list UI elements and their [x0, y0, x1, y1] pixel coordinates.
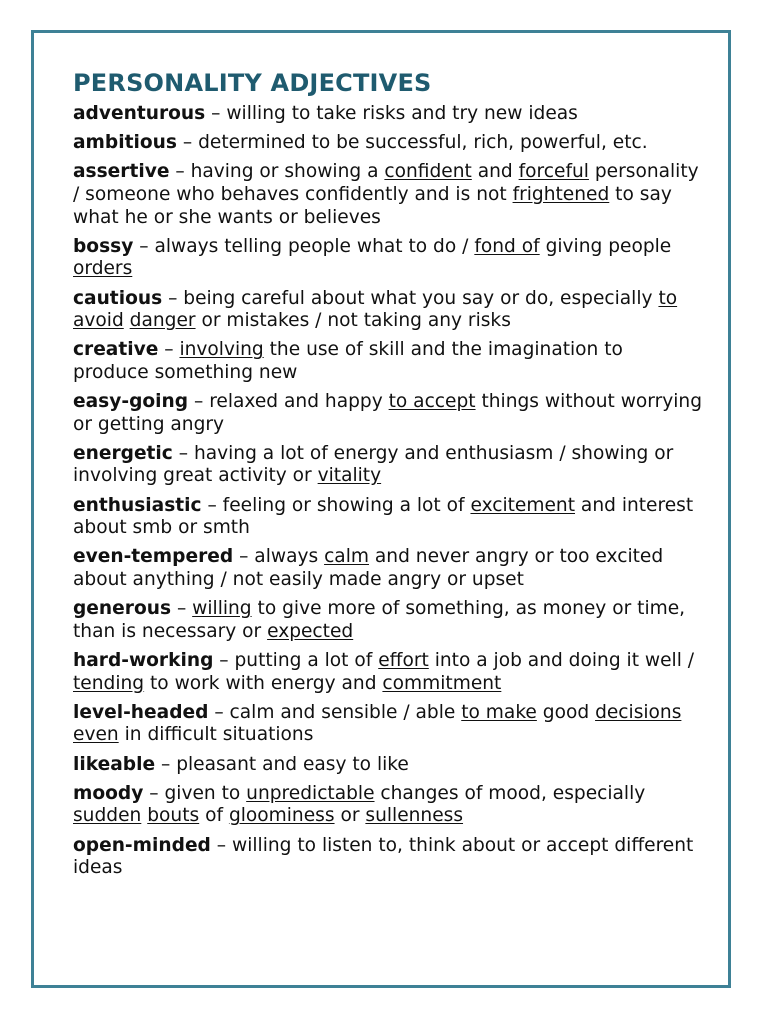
underlined-keyword: expected [267, 620, 354, 642]
adjective-entry [73, 103, 703, 126]
adjective-term: enthusiastic [73, 494, 202, 516]
adjective-term: likeable [73, 753, 156, 775]
adjective-term: bossy [73, 235, 134, 257]
adjective-entry [73, 598, 703, 643]
adjective-term: level-headed [73, 701, 209, 723]
definition-text: personality / someone who behaves confidently and is not [73, 161, 699, 205]
adjective-entry [73, 339, 703, 384]
underlined-keyword: gloominess [228, 805, 335, 827]
definition-text: into a job and doing it well / [428, 650, 695, 671]
adjective-list [73, 103, 703, 880]
underlined-keyword: willing [192, 598, 252, 620]
definition-text: to give more of something, as money or time, than is necessary or [73, 598, 686, 642]
definition-text: and interest about smb or smth [73, 494, 694, 539]
adjective-entry [73, 495, 703, 540]
adjective-term: assertive [73, 161, 170, 183]
adjective-term: adventurous [73, 103, 206, 124]
underlined-keyword: tending [73, 672, 145, 694]
underlined-keyword: to avoid [73, 287, 678, 332]
underlined-keyword: sudden [73, 805, 142, 827]
adjective-term: open-minded [73, 834, 211, 856]
underlined-keyword: danger [129, 310, 196, 332]
underlined-keyword: sullenness [365, 805, 464, 827]
adjective-term: energetic [73, 442, 173, 464]
definition-text: – relaxed and happy [188, 391, 389, 413]
adjective-entry [73, 161, 703, 229]
underlined-keyword: forceful [518, 161, 589, 183]
definition-text: – having or showing a [169, 161, 385, 183]
adjective-term: generous [73, 598, 172, 620]
definition-text: – feeling or showing a lot of [201, 494, 471, 516]
adjective-entry [73, 236, 703, 281]
definition-text: and never angry or too excited about anything / not easily made angry or upset [73, 546, 664, 591]
underlined-keyword: calm [324, 546, 369, 568]
underlined-keyword: decisions [595, 701, 682, 723]
definition-text: to work with energy and [144, 672, 383, 694]
underlined-keyword: involving [179, 339, 264, 361]
adjective-term: easy-going [73, 391, 189, 413]
definition-text: – calm and sensible / able [208, 701, 462, 723]
page-title: PERSONALITY ADJECTIVES [73, 69, 432, 97]
definition-text: – [158, 339, 180, 361]
adjective-entry [73, 546, 703, 591]
definition-text: – having a lot of energy and enthusiasm / showing or involving great activity or [73, 442, 674, 487]
adjective-entry [73, 835, 703, 880]
definition-text: – putting a lot of [213, 650, 379, 671]
underlined-keyword: effort [378, 650, 429, 671]
definition-text: to say what he or she wants or believes [73, 183, 672, 228]
definition-text: the use of skill and the imagination to produce something new [73, 339, 623, 383]
definition-text: – being careful about what you say or do, especially [162, 287, 659, 309]
definition-text: – willing to listen to, think about or accept different ideas [73, 834, 694, 879]
underlined-keyword: orders [73, 258, 133, 280]
definition-text: – willing to take risks and try new ideas [205, 103, 578, 124]
adjective-term: ambitious [73, 132, 177, 154]
underlined-keyword: fond of [474, 235, 540, 257]
adjective-term: moody [73, 782, 144, 804]
adjective-entry [73, 702, 703, 747]
definition-text: or mistakes / not taking any risks [195, 310, 511, 332]
definition-text: in difficult situations [118, 724, 314, 746]
adjective-term: hard-working [73, 650, 214, 671]
document-content [73, 66, 703, 886]
definition-text: of [199, 805, 229, 827]
adjective-entry [73, 783, 703, 828]
definition-text: changes of mood, especially [374, 782, 646, 804]
definition-text: – pleasant and easy to like [155, 753, 409, 775]
underlined-keyword: confident [384, 161, 472, 183]
underlined-keyword: excitement [470, 494, 576, 516]
definition-text: – given to [143, 782, 247, 804]
definition-text: – determined to be successful, rich, powerful, etc. [176, 132, 648, 154]
adjective-term: cautious [73, 287, 163, 309]
definition-text: giving people [539, 235, 672, 257]
underlined-keyword: to accept [388, 391, 476, 413]
underlined-keyword: commitment [382, 672, 502, 694]
definition-text: good [536, 701, 596, 723]
adjective-entry [73, 754, 703, 777]
underlined-keyword: to make [461, 701, 537, 723]
adjective-entry [73, 132, 703, 155]
adjective-term: creative [73, 339, 159, 361]
definition-text: things without worrying or getting angry [73, 391, 703, 435]
adjective-term: even-tempered [73, 546, 234, 568]
underlined-keyword: unpredictable [246, 782, 375, 804]
definition-text: – [171, 598, 193, 620]
adjective-entry [73, 391, 703, 436]
underlined-keyword: even [73, 724, 119, 746]
definition-text: or [334, 805, 366, 827]
adjective-entry [73, 443, 703, 488]
underlined-keyword: vitality [317, 465, 382, 487]
underlined-keyword: bouts [147, 805, 200, 827]
underlined-keyword: frightened [512, 183, 610, 205]
adjective-entry [73, 650, 703, 695]
adjective-entry [73, 288, 703, 333]
definition-text: and [471, 161, 519, 183]
definition-text: – always [233, 546, 325, 568]
definition-text: – always telling people what to do / [133, 235, 475, 257]
